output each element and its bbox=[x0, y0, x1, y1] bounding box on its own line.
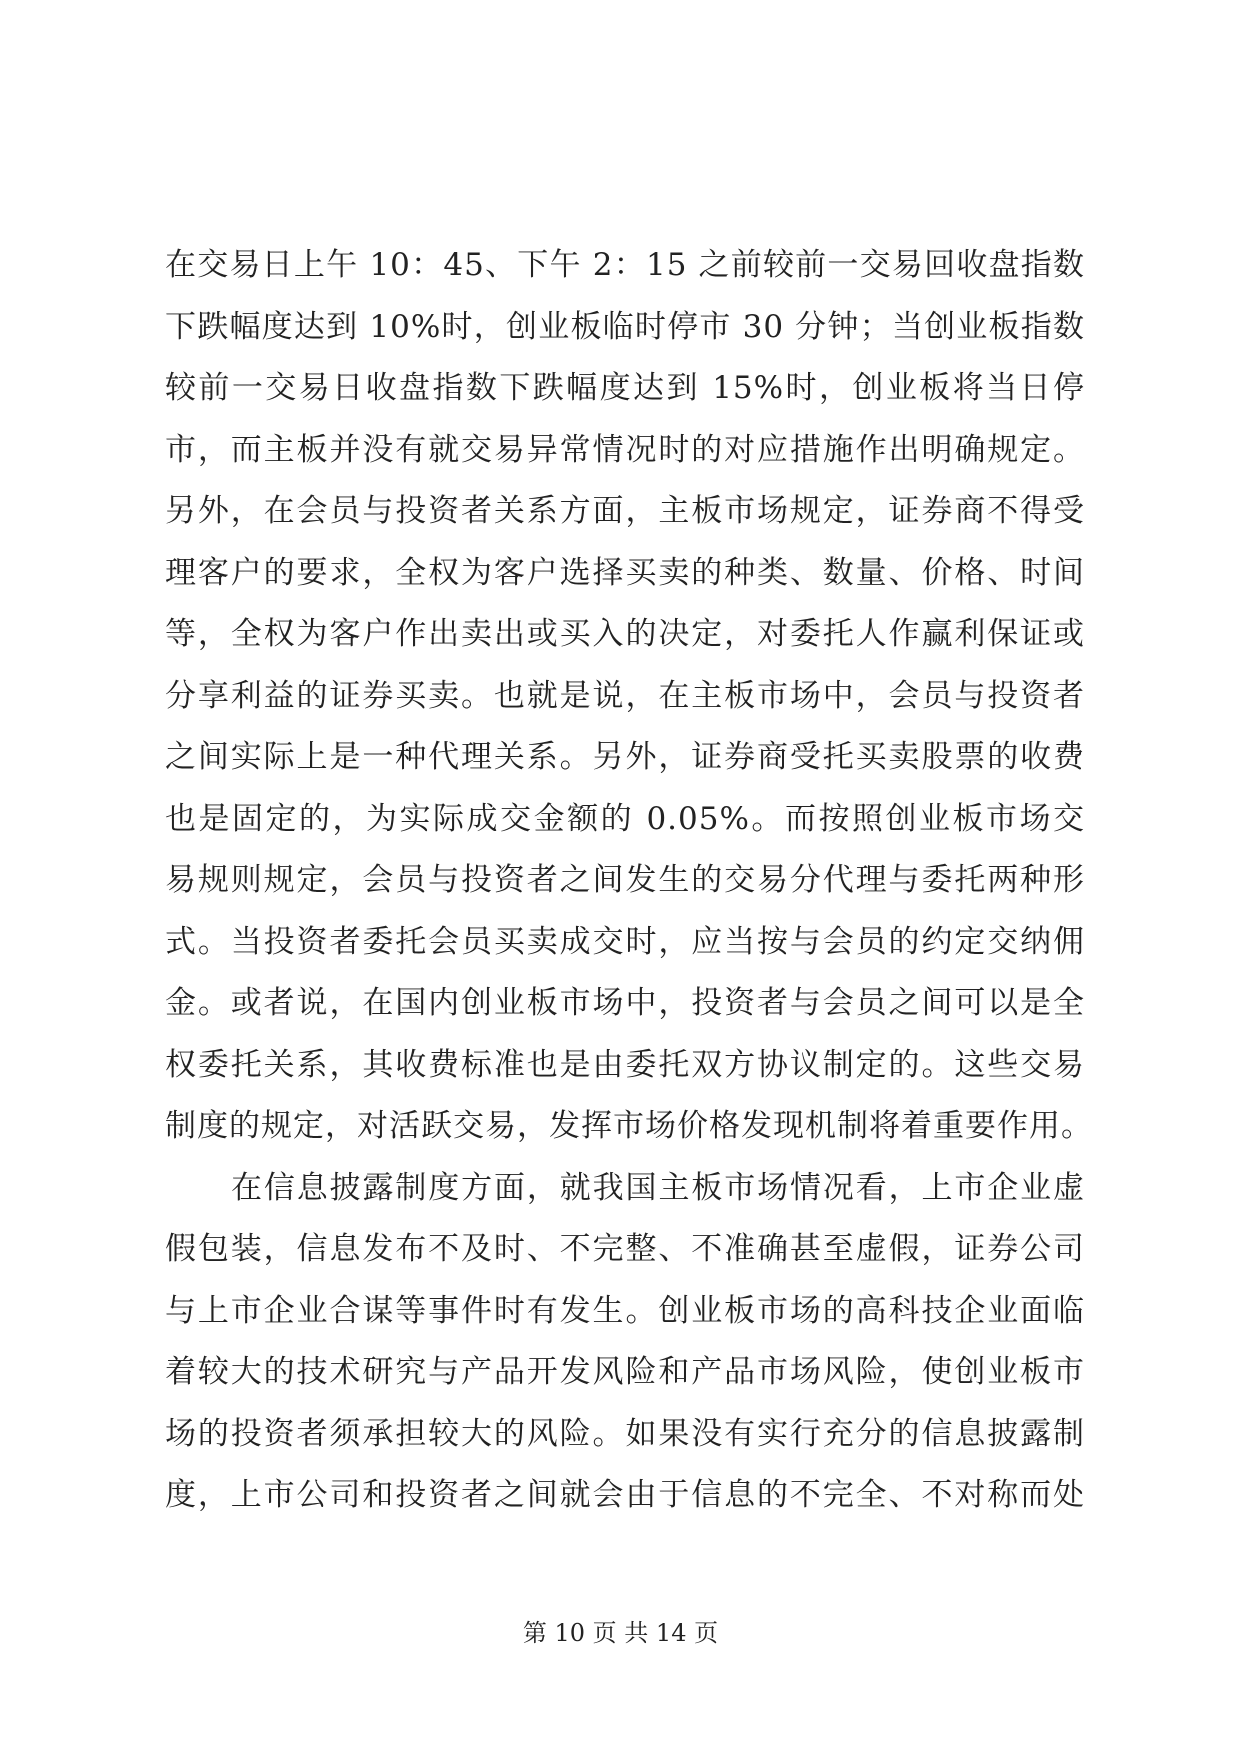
text-line: 分享利益的证券买卖。也就是说，在主板市场中，会员与投资者 bbox=[165, 677, 1085, 714]
text-line: 权委托关系，其收费标准也是由委托双方协议制定的。这些交易 bbox=[165, 1046, 1085, 1083]
text-line: 之间实际上是一种代理关系。另外，证券商受托买卖股票的收费 bbox=[165, 739, 1085, 775]
text-line: 易规则规定，会员与投资者之间发生的交易分代理与委托两种形 bbox=[165, 862, 1085, 898]
text-line: 金。或者说，在国内创业板市场中，投资者与会员之间可以是全 bbox=[165, 985, 1085, 1021]
text-line: 理客户的要求，全权为客户选择买卖的种类、数量、价格、时间 bbox=[165, 554, 1085, 591]
text-line: 度，上市公司和投资者之间就会由于信息的不完全、不对称而处 bbox=[165, 1477, 1085, 1513]
text-line: 也是固定的，为实际成交金额的 0.05%。而按照创业板市场交 bbox=[165, 800, 1085, 837]
text-line: 式。当投资者委托会员买卖成交时，应当按与会员的约定交纳佣 bbox=[165, 923, 1085, 960]
text-line: 等，全权为客户作出卖出或买入的决定，对委托人作赢利保证或 bbox=[165, 616, 1085, 652]
text-line: 与上市企业合谋等事件时有发生。创业板市场的高科技企业面临 bbox=[165, 1292, 1085, 1329]
text-line: 制度的规定，对活跃交易，发挥市场价格发现机制将着重要作用。 bbox=[165, 1108, 1093, 1144]
text-line: 假包装，信息发布不及时、不完整、不准确甚至虚假，证券公司 bbox=[165, 1231, 1085, 1267]
text-line: 较前一交易日收盘指数下跌幅度达到 15%时，创业板将当日停 bbox=[165, 370, 1085, 406]
text-line: 着较大的技术研究与产品开发风险和产品市场风险，使创业板市 bbox=[165, 1354, 1085, 1390]
text-line: 另外，在会员与投资者关系方面，主板市场规定，证券商不得受 bbox=[165, 493, 1085, 529]
page-number: 第 10 页 共 14 页 bbox=[522, 1619, 719, 1647]
text-line: 在交易日上午 10：45、下午 2：15 之前较前一交易回收盘指数 bbox=[165, 247, 1085, 283]
paragraph-first-line: 在信息披露制度方面，就我国主板市场情况看，上市企业虚 bbox=[231, 1169, 1085, 1206]
text-line: 市，而主板并没有就交易异常情况时的对应措施作出明确规定。 bbox=[165, 431, 1085, 468]
page-footer bbox=[0, 1613, 1241, 1648]
text-line: 场的投资者须承担较大的风险。如果没有实行充分的信息披露制 bbox=[165, 1415, 1085, 1452]
text-line: 下跌幅度达到 10%时，创业板临时停市 30 分钟；当创业板指数 bbox=[165, 308, 1085, 345]
body-text bbox=[165, 235, 1093, 1527]
